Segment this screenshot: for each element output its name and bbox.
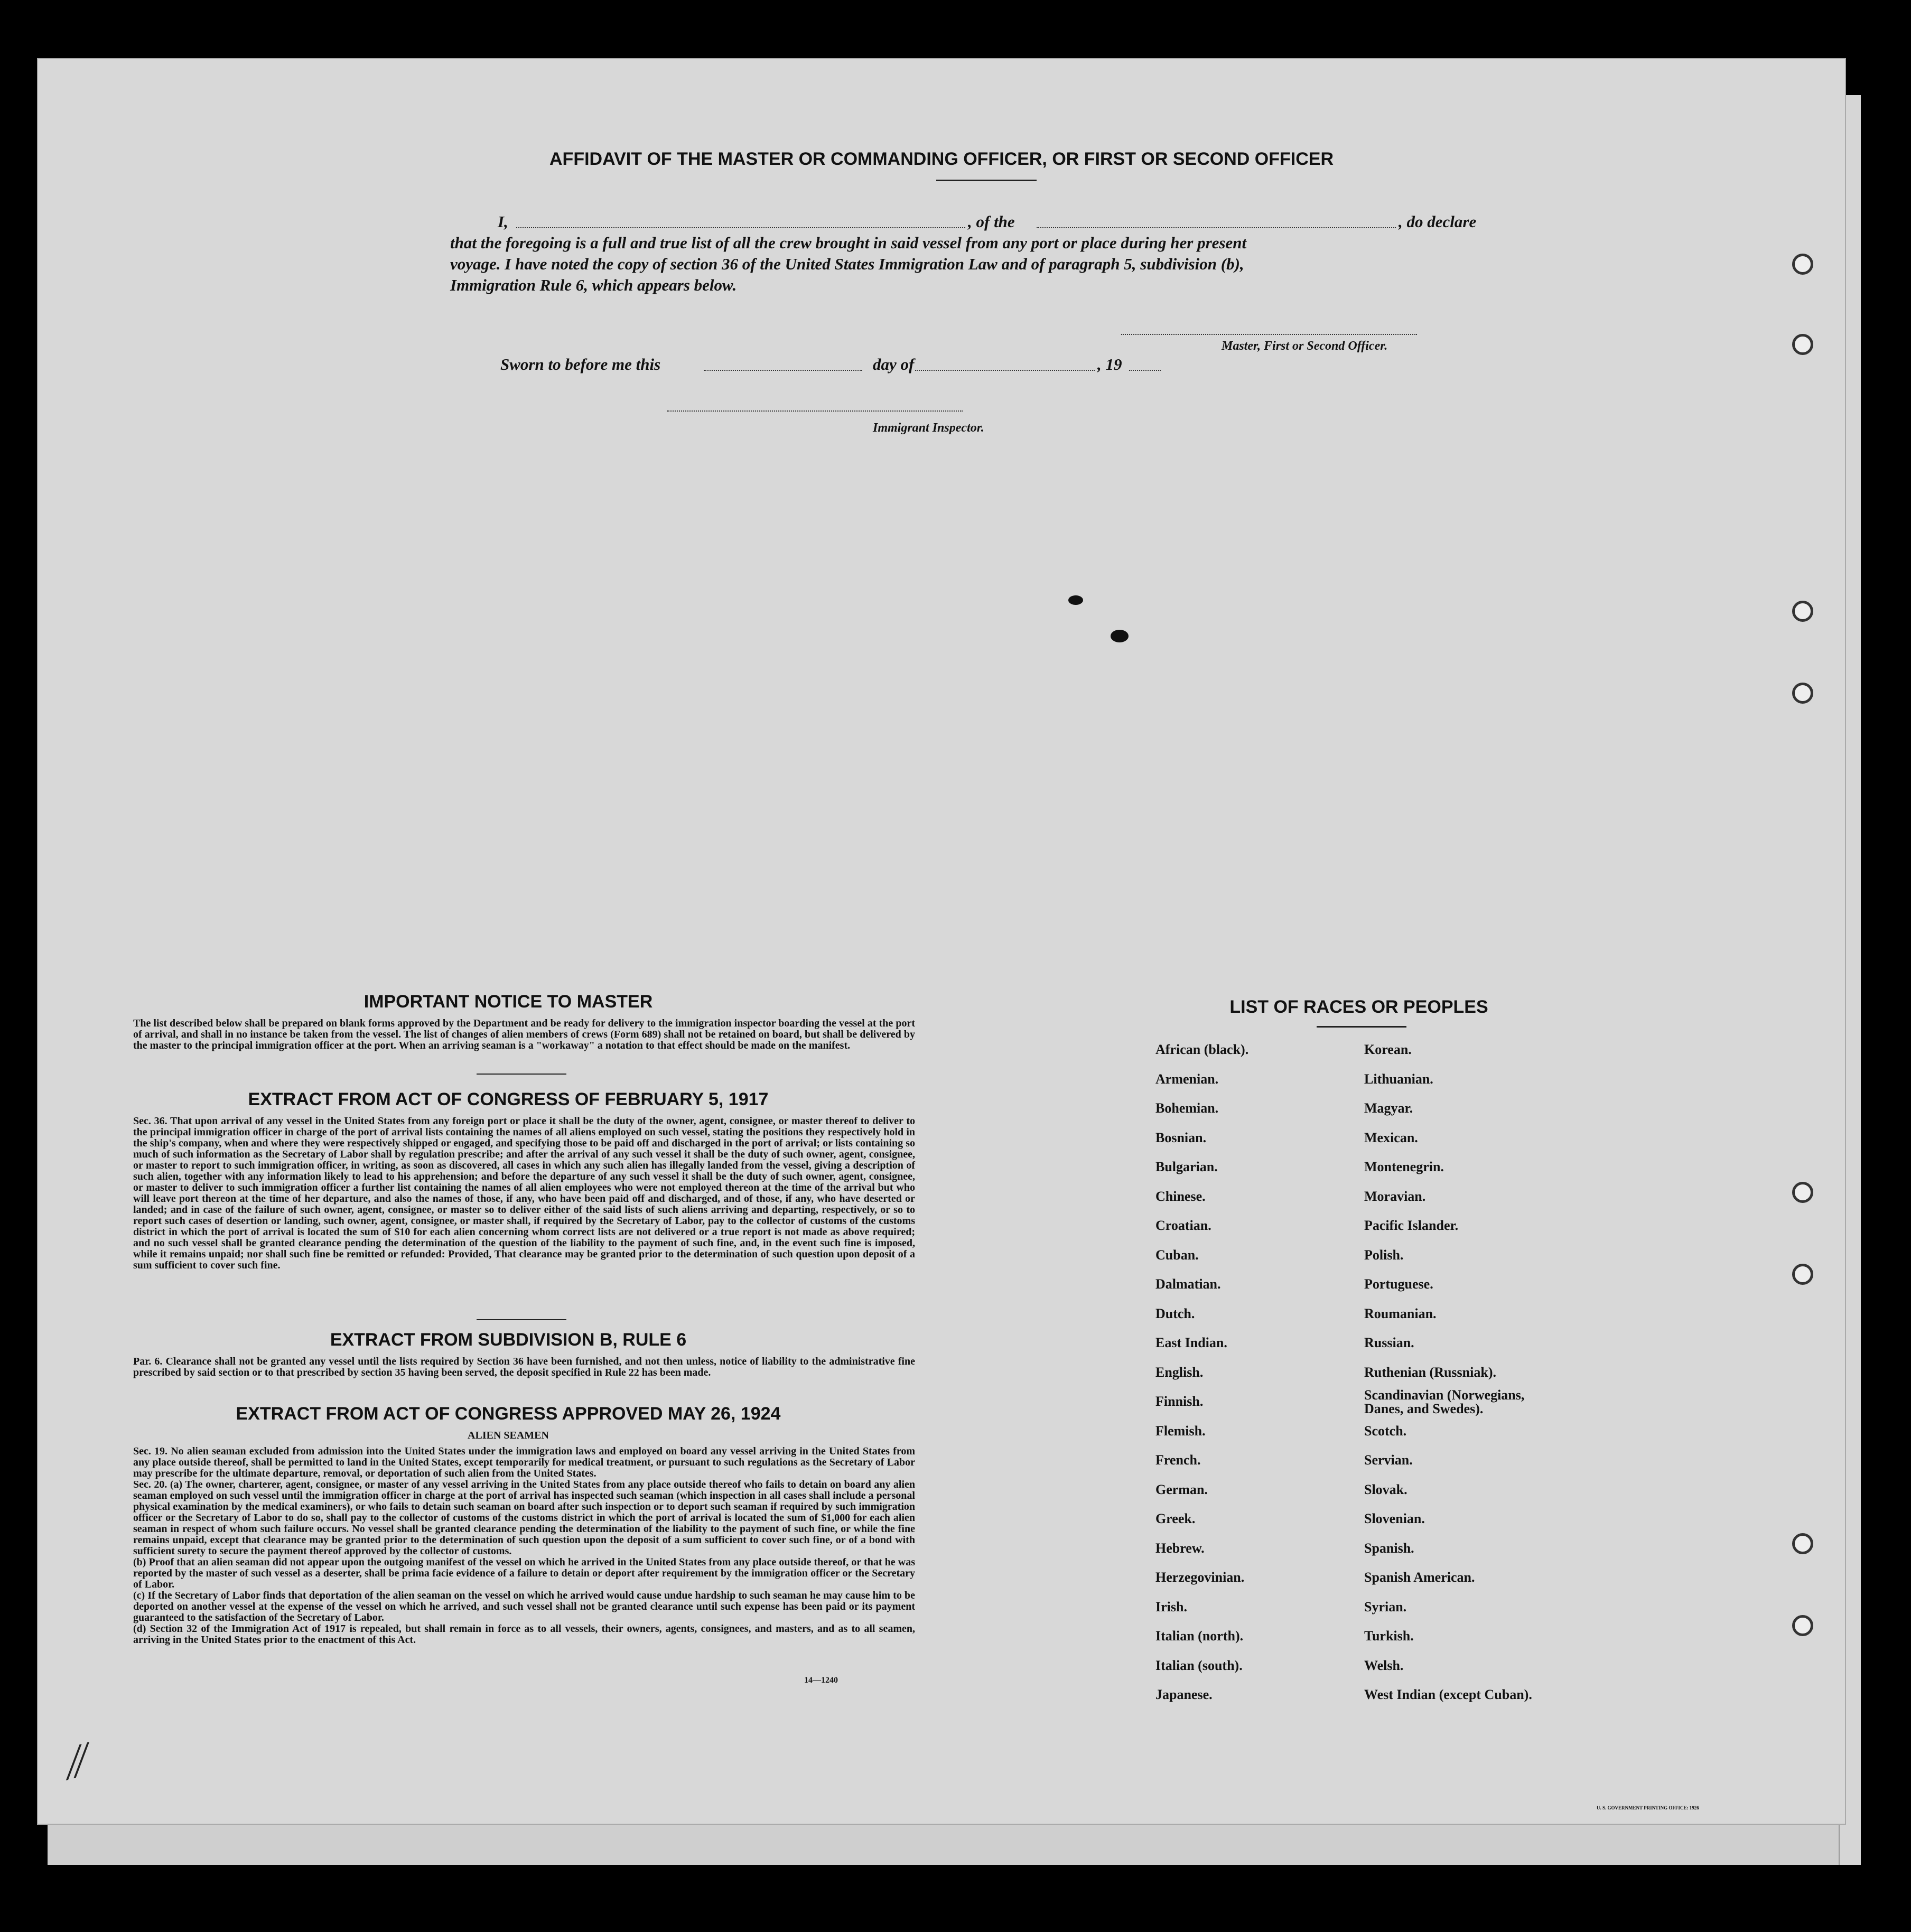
race-item: Bulgarian. [1155,1159,1218,1174]
race-item: Turkish. [1364,1628,1414,1644]
punch-hole [1792,601,1813,622]
race-item: African (black). [1155,1042,1249,1057]
act1917-title: EXTRACT FROM ACT OF CONGRESS OF FEBRUARY 5, 1917 [248,1089,769,1109]
race-item: Italian (south). [1155,1657,1243,1673]
punch-hole [1792,683,1813,704]
act1917-rule [477,1319,566,1320]
race-item: West Indian (except Cuban). [1364,1687,1532,1702]
race-item: Russian. [1364,1335,1414,1350]
race-item: Spanish American. [1364,1570,1475,1585]
race-item: Irish. [1155,1599,1187,1614]
race-item: Dutch. [1155,1305,1195,1321]
race-item: Finnish. [1155,1394,1204,1409]
act1924-sec19: Sec. 19. No alien seaman excluded from admission into the United States under the immigration laws and employed on board any vessel arriving in the United States from any place outside thereof, shall be permitted to land in the United States, except temporarily for medical treatment, or pursuant to such regulations as the Secretary of Labor may prescribe for the ultimate departure, removal, or deportation of such alien from the United States. [133,1445,915,1479]
race-item: Herzegovinian. [1155,1570,1245,1585]
race-item: Croatian. [1155,1218,1211,1233]
document-page [37,58,1846,1825]
affidavit-i: I, [498,212,508,231]
race-item: Cuban. [1155,1247,1199,1263]
punch-hole [1792,1615,1813,1636]
affidavit-declare: , do declare [1399,212,1477,231]
race-item: Hebrew. [1155,1540,1205,1556]
race-item: Korean. [1364,1042,1412,1057]
inspector-signature-line [667,410,963,412]
notice-title: IMPORTANT NOTICE TO MASTER [363,992,653,1012]
race-item: Dalmatian. [1155,1276,1221,1292]
notice-text: The list described below shall be prepared on blank forms approved by the Department and be ready for delivery to the immigration inspector boarding the vessel at the port of arrival, and shall in no instance be taken from the vessel. The list of changes of alien members of crews (Form 689) shall not be retained on board, but shall be delivered by the master to the principal immigration officer at the port. When an arriving seaman is a "workaway" a notation to that effect should be made on the manifest. [133,1018,915,1051]
punch-hole [1792,254,1813,275]
rule6-text: Par. 6. Clearance shall not be granted any vessel until the lists required by Section 36 have been furnished, and not then unless, notice of liability to the administrative fine prescribed by said section or to that prescribed by section 35 having been served, the deposit specified in Rule 22 has been made. [133,1356,915,1378]
affidavit-line3: voyage. I have noted the copy of section 36 of the United States Immigration Law and of paragraph 5, subdivision (b), [450,255,1244,273]
master-signature-line [1121,334,1417,335]
race-item: Slovenian. [1364,1511,1425,1526]
race-item: Bosnian. [1155,1130,1207,1145]
race-item: French. [1155,1452,1201,1468]
title-rule [936,180,1037,181]
act1924-sec20a: Sec. 20. (a) The owner, charterer, agent, consignee, or master of any vessel arriving in the United States from any place outside thereof who fails to detain on board any alien seaman employed on such vessel until the immigration officer in charge at the port of arrival has inspected such seaman (which inspection in all cases shall include a personal physical examination by the medical examiners), or who fails to detain such seaman on board after such inspection or to deport such seaman if required by such immigration officer or the Secretary of Labor to do so, shall pay to the collector of customs of the customs district in which the port of arrival is located the sum of $1,000 for each alien seaman in respect of whom such failure occurs. No vessel shall be granted clearance pending the determination of the liability to the payment of such fine, or while the fine remains unpaid, except that clearance may be granted prior to the determination of such question upon the deposit of a sum sufficient to cover such fine, or of a bond with sufficient surety to secure the payment thereof approved by the collector of customs. [133,1479,915,1557]
affidavit-title: AFFIDAVIT OF THE MASTER OR COMMANDING OFFICER, OR FIRST OR SECOND OFFICER [549,149,1334,169]
race-item: Ruthenian (Russniak). [1364,1364,1496,1380]
year-text: , 19 [1097,355,1122,374]
race-item: Moravian. [1364,1188,1426,1204]
race-item: Scandinavian (Norwegians, Danes, and Swedes). [1364,1387,1525,1416]
race-item: Bohemian. [1155,1100,1219,1116]
race-item: Roumanian. [1364,1305,1437,1321]
race-item: Portuguese. [1364,1276,1433,1292]
race-item: Pacific Islander. [1364,1218,1459,1233]
month-blank [915,370,1095,371]
ink-blot [1111,630,1129,642]
races-rule [1317,1026,1406,1028]
ink-blot [1068,595,1083,605]
race-item: Mexican. [1364,1130,1418,1145]
name-blank [516,227,965,228]
form-number: 14—1240 [804,1676,838,1685]
act1924-title: EXTRACT FROM ACT OF CONGRESS APPROVED MAY 26, 1924 [236,1404,781,1424]
race-item: Polish. [1364,1247,1404,1263]
race-item: Montenegrin. [1364,1159,1444,1174]
act1924-sec20b: (b) Proof that an alien seaman did not appear upon the outgoing manifest of the vessel on which he arrived in the United States from any place outside thereof, or that he was reported by the master of such vessel as a deserter, shall be prima facie evidence of a failure to detain or deport after requirement by the immigration officer or the Secretary of Labor. [133,1556,915,1590]
act1924-sec20d: (d) Section 32 of the Immigration Act of 1917 is repealed, but shall remain in force as to all vessels, their owners, agents, consignees, and masters, and as to all seamen, arriving in the United States prior to the enactment of this Act. [133,1623,915,1646]
race-item: Spanish. [1364,1540,1414,1556]
affidavit-line4: Immigration Rule 6, which appears below. [450,276,737,294]
punch-hole [1792,1533,1813,1554]
sworn-text: Sworn to before me this [500,355,661,374]
race-item: Servian. [1364,1452,1413,1468]
races-title: LIST OF RACES OR PEOPLES [1229,997,1488,1017]
race-item: Italian (north). [1155,1628,1244,1644]
race-item: English. [1155,1364,1204,1380]
affidavit-of-the: , of the [968,212,1015,231]
race-item: Slovak. [1364,1481,1407,1497]
notice-rule [477,1074,566,1075]
printer-mark: U. S. GOVERNMENT PRINTING OFFICE: 1926 [1597,1805,1699,1810]
act1924-sec20c: (c) If the Secretary of Labor finds that deportation of the alien seaman on the vessel on which he arrived would cause undue hardship to such seaman he may cause him to be deported on another vessel at the expense of the vessel on which he arrived, and such vessel shall not be granted clearance until such expense has been paid or its payment guaranteed to the satisfaction of the Secretary of Labor. [133,1590,915,1623]
race-item: German. [1155,1481,1208,1497]
act1924-subtitle: ALIEN SEAMEN [468,1430,549,1441]
punch-hole [1792,1182,1813,1203]
race-item: Greek. [1155,1511,1196,1526]
race-item: Flemish. [1155,1423,1206,1439]
punch-hole [1792,334,1813,355]
master-signature-label: Master, First or Second Officer. [1222,339,1388,353]
race-item: Syrian. [1364,1599,1407,1614]
race-item: East Indian. [1155,1335,1227,1350]
inspector-signature-label: Immigrant Inspector. [873,421,984,435]
race-item: Magyar. [1364,1100,1413,1116]
race-item: Scotch. [1364,1423,1407,1439]
rule6-title: EXTRACT FROM SUBDIVISION B, RULE 6 [330,1330,687,1350]
act1924-body [133,1446,915,1646]
race-item: Chinese. [1155,1188,1206,1204]
race-item: Lithuanian. [1364,1071,1433,1087]
day-of-text: day of [873,355,915,374]
year-blank [1129,370,1161,371]
day-blank [704,370,862,371]
race-item: Armenian. [1155,1071,1219,1087]
punch-hole [1792,1264,1813,1285]
race-item: Japanese. [1155,1687,1213,1702]
race-item: Welsh. [1364,1657,1404,1673]
affidavit-line2: that the foregoing is a full and true list of all the crew brought in said vessel from any port or place during her present [450,234,1247,252]
vessel-blank [1037,227,1396,228]
act1917-text: Sec. 36. That upon arrival of any vessel in the United States from any foreign port or place it shall be the duty of the owner, agent, consignee, or master thereof to deliver to the principal immigration officer in charge of the port of arrival lists containing the names of all aliens employed on such vessel, stating the positions they respectively hold in the ship's company, when and where they were respectively shipped or engaged, and specifying those to be paid off and discharged in the port of arrival; or lists containing so much of such information as the Secretary of Labor shall by regulation prescribe; and after the arrival of any such vessel it shall be the duty of such owner, agent, consignee, or master to report to such immigration officer, in writing, as soon as discovered, all cases in which any such alien has illegally landed from the vessel, giving a description of such alien, together with any information likely to lead to his apprehension; and before the departure of any such vessel it shall be the duty of such owner, agent, consignee, or master to deliver to such immigration officer a further list containing the names of all alien employees who were not employed thereon at the time of the arrival but who will leave port thereon at the time of her departure, and also the names of those, if any, who have been paid off and discharged, and of those, if any, who have deserted or landed; and in case of the failure of such owner, agent, consignee, or master so to deliver either of the said lists of such aliens arriving and departing, respectively, or so to report such cases of desertion or landing, such owner, agent, consignee, or master shall, if required by the Secretary of Labor, pay to the collector of customs of the customs district in which the port of arrival is located the sum of $10 for each alien concerning whom correct lists are not delivered or a true report is not made as above required; and no such vessel shall be granted clearance pending the determination of the question of the liability to the payment of such fine, and, in the event such fine is imposed, while it remains unpaid; nor shall such fine be remitted or refunded: Provided, That clearance may be granted prior to the determination of such question upon deposit of a sum sufficient to cover such fine. [133,1115,915,1271]
handwritten-mark: ⁄⁄ [63,1733,92,1789]
